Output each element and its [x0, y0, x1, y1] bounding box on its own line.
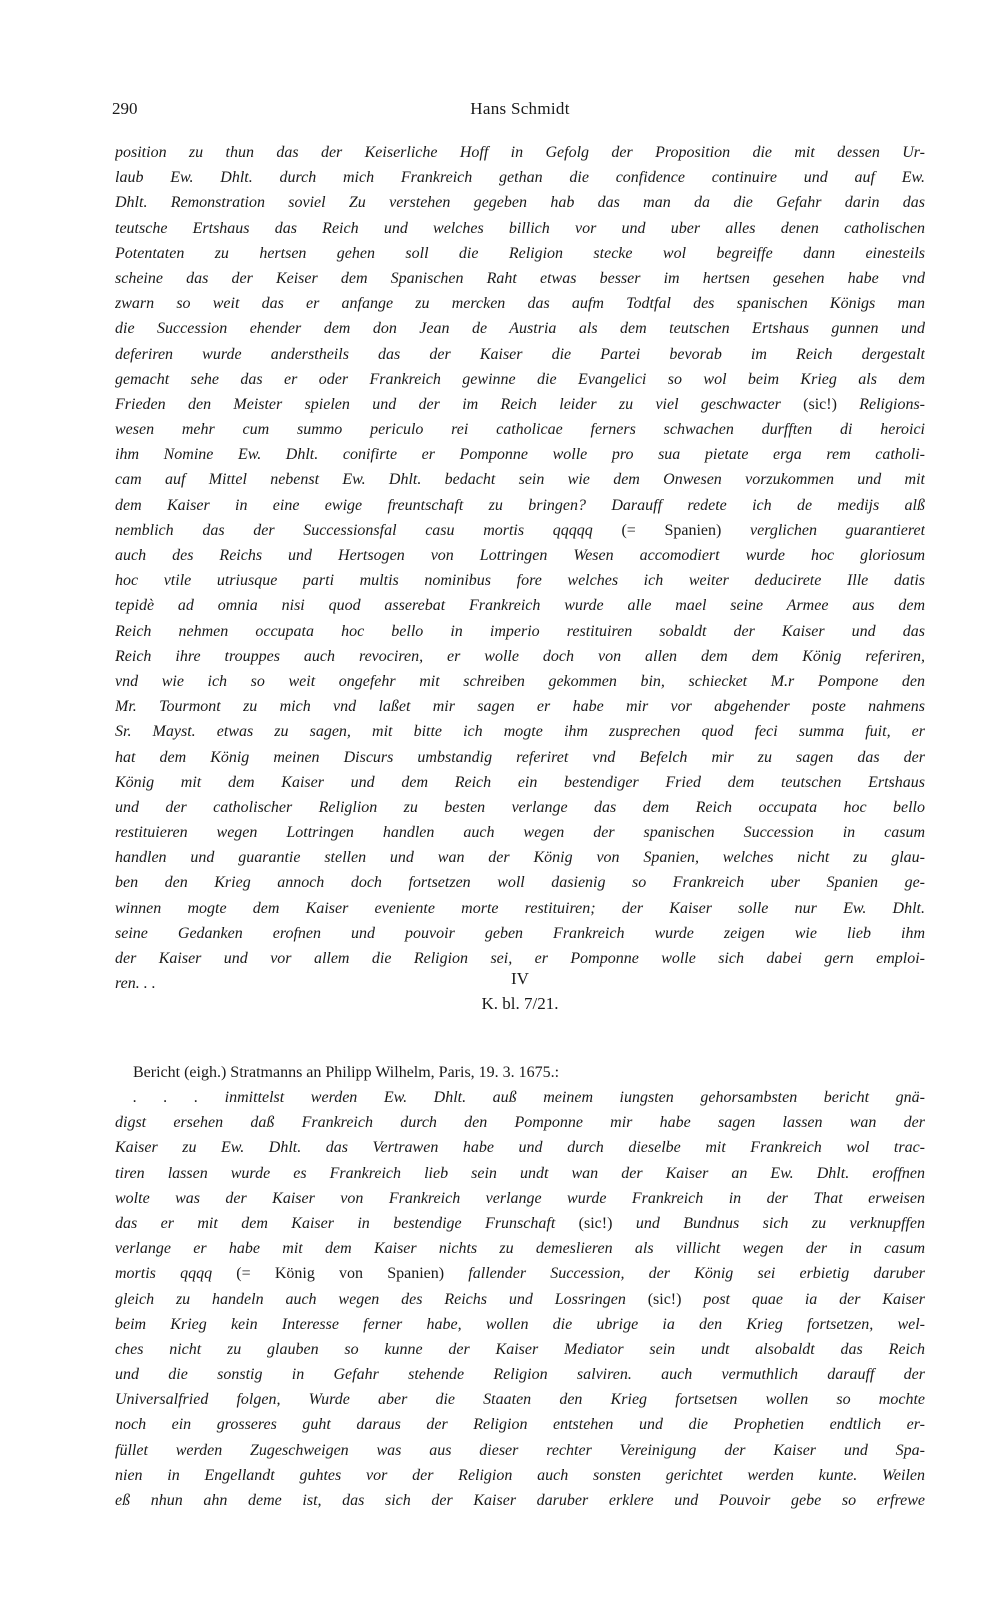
text-line	[115, 467, 925, 492]
text-line	[115, 1412, 925, 1437]
italic-run: ren. . .	[115, 975, 156, 993]
italic-run: cam auf Mittel nebenst Ew. Dhlt. bedacht sein wie dem Onwesen vorzukommen und mit	[115, 471, 925, 489]
italic-run: verlange er habe mit dem Kaiser nichts zu demeslieren als villicht wegen der in casum	[115, 1240, 925, 1258]
italic-run: gemacht sehe das er oder Frankreich gewinne die Evangelici so wol beim Krieg als dem	[115, 370, 925, 388]
text-line	[115, 845, 925, 870]
text-line	[115, 1211, 925, 1236]
text-line	[115, 870, 925, 895]
text-line	[115, 694, 925, 719]
italic-run: das er mit dem Kaiser in bestendige Frunschaft	[115, 1214, 579, 1232]
page-number: 290	[112, 99, 138, 118]
italic-run: und der catholischer Religlion zu besten verlange das dem Reich occupata hoc bello	[115, 798, 925, 816]
text-line	[115, 190, 925, 215]
italic-run: Religions-	[836, 395, 925, 413]
text-line	[115, 1287, 925, 1312]
text-line	[115, 795, 925, 820]
text-line	[115, 1488, 925, 1513]
text-line	[115, 568, 925, 593]
roman-run: (sic!)	[647, 1290, 682, 1308]
roman-run: (sic!)	[803, 395, 837, 413]
text-line	[115, 1261, 925, 1286]
italic-run: füllet werden Zugeschweigen was aus dieser rechter Vereinigung der Kaiser und Spa-	[115, 1441, 925, 1459]
text-line	[115, 669, 925, 694]
italic-run: der Kaiser und vor allem die Religion sei, er Pomponne wolle sich dabei gern emploi-	[115, 950, 925, 967]
letter-intro: Bericht (eigh.) Stratmanns an Philipp Wilhelm, Paris, 19. 3. 1675.:	[133, 1064, 560, 1081]
italic-run: Sr. Mayst. etwas zu sagen, mit bitte ich mogte ihm zusprechen quod feci summa fuit, er	[115, 723, 925, 741]
italic-run: und die sonstig in Gefahr stehende Religion salviren. auch vermuthlich darauff der	[115, 1366, 925, 1384]
italic-run: deferiren wurde anderstheils das der Kaiser die Partei bevorab im Reich dergestalt	[115, 345, 925, 363]
italic-run: hoc vtile utriusque parti multis nominibus fore welches ich weiter deducirete Ille datis	[115, 572, 925, 590]
text-line	[115, 518, 925, 543]
continued-text-block	[115, 140, 925, 996]
text-line	[115, 316, 925, 341]
letter-text-block	[115, 1085, 925, 1513]
text-line	[115, 1186, 925, 1211]
italic-run: Reich nehmen occupata hoc bello in imperio restituiren sobaldt der Kaiser und das	[115, 622, 925, 640]
text-line	[115, 291, 925, 316]
italic-run: hat dem König meinen Discurs umbstandig referiret vnd Befelch mir zu sagen das der	[115, 748, 925, 766]
italic-run: noch ein grosseres guht daraus der Religion entstehen und die Prophetien endtlich er-	[115, 1416, 925, 1434]
italic-run: wesen mehr cum summo periculo rei catholicae ferners schwachen durfften di heroici	[115, 421, 925, 439]
document-page	[112, 0, 925, 1607]
roman-run: (sic!)	[578, 1214, 613, 1232]
italic-run: ihm Nomine Ew. Dhlt. conifirte er Pomponne wolle pro sua pietate erga rem catholi-	[115, 446, 925, 464]
italic-run: ben den Krieg annoch doch fortsetzen woll dasienig so Frankreich uber Spanien ge-	[115, 874, 925, 892]
italic-run: Potentaten zu hertsen gehen soll die Religion stecke wol begreiffe dann einesteils	[115, 244, 925, 262]
text-line	[115, 593, 925, 618]
text-line	[115, 745, 925, 770]
text-line	[115, 417, 925, 442]
italic-run: nemblich das der Successionsfal casu mortis qqqqq	[115, 521, 622, 539]
text-line	[115, 1438, 925, 1463]
text-line	[115, 1362, 925, 1387]
italic-run: Kaiser zu Ew. Dhlt. das Vertrawen habe und durch dieselbe mit Frankreich wol trac-	[115, 1139, 925, 1157]
roman-run: (= Spanien)	[621, 521, 722, 539]
text-line	[115, 1135, 925, 1160]
text-line	[115, 367, 925, 392]
text-line	[115, 1337, 925, 1362]
text-line	[115, 140, 925, 165]
text-line	[115, 1312, 925, 1337]
italic-run: Mr. Tourmont zu mich vnd laßet mir sagen er habe mir vor abgehender poste nahmens	[115, 698, 925, 716]
text-line	[115, 392, 925, 417]
text-line	[115, 896, 925, 921]
italic-run: Reich ihre trouppes auch revociren, er wolle doch von allen dem dem König referiren,	[115, 647, 925, 665]
section-numeral: IV	[511, 969, 529, 988]
text-line	[115, 266, 925, 291]
italic-run: post quae ia der Kaiser	[681, 1290, 925, 1308]
text-line	[115, 1161, 925, 1186]
italic-run: Dhlt. Remonstration soviel Zu verstehen gegeben hab das man da die Gefahr darin das	[115, 194, 925, 212]
italic-run: auch des Reichs und Hertsogen von Lottringen Wesen accomodiert wurde hoc gloriosum	[115, 547, 925, 564]
italic-run: verglichen guarantieret	[721, 521, 925, 539]
text-line	[115, 543, 925, 568]
italic-run: zwarn so weit das er anfange zu mercken das aufm Todtfal des spanischen Königs man	[115, 295, 925, 313]
text-line	[115, 1463, 925, 1488]
italic-run: laub Ew. Dhlt. durch mich Frankreich gethan die confidence continuire und auf Ew.	[115, 169, 925, 187]
text-line	[115, 165, 925, 190]
italic-run: handlen und guarantie stellen und wan der König von Spanien, welches nicht zu glau-	[115, 849, 925, 867]
italic-run: scheine das der Keiser dem Spanischen Raht etwas besser im hertsen gesehen habe vnd	[115, 269, 925, 287]
italic-run: und Bundnus sich zu verknupffen	[612, 1214, 925, 1232]
italic-run: eß nhun ahn deme ist, das sich der Kaiser daruber erklere und Pouvoir gebe so erfrewe	[115, 1492, 925, 1509]
italic-run: wolte was der Kaiser von Frankreich verlange wurde Frankreich in der That erweisen	[115, 1189, 925, 1207]
text-line	[115, 1387, 925, 1412]
italic-run: mortis qqqq	[115, 1265, 237, 1283]
italic-run: vnd wie ich so weit ongefehr mit schreiben gekommen bin, schiecket M.r Pompone den	[115, 672, 925, 690]
italic-run: Frieden den Meister spielen und der im Reich leider zu viel geschwacter	[115, 395, 804, 413]
text-line	[115, 1085, 925, 1110]
roman-run: (= König von Spanien)	[236, 1265, 445, 1283]
italic-run: digst ersehen daß Frankreich durch den Pomponne mir habe sagen lassen wan der	[115, 1114, 925, 1132]
text-line	[115, 216, 925, 241]
italic-run: tepidè ad omnia nisi quod asserebat Frankreich wurde alle mael seine Armee aus dem	[115, 597, 925, 615]
italic-run: König mit dem Kaiser und dem Reich ein bestendiger Fried dem teutschen Ertshaus	[115, 773, 925, 791]
running-title: Hans Schmidt	[470, 99, 570, 118]
italic-run: tiren lassen wurde es Frankreich lieb sein undt wan der Kaiser an Ew. Dhlt. eroffnen	[115, 1164, 925, 1182]
text-line	[115, 493, 925, 518]
running-head	[112, 96, 925, 122]
italic-run: seine Gedanken erofnen und pouvoir geben Frankreich wurde zeigen wie lieb ihm	[115, 924, 925, 942]
text-line	[115, 719, 925, 744]
italic-run: fallender Succession, der König sei erbietig daruber	[444, 1265, 925, 1283]
italic-run: position zu thun das der Keiserliche Hoff in Gefolg der Proposition die mit dessen Ur-	[115, 144, 925, 161]
italic-run: dem Kaiser in eine ewige freuntschaft zu bringen? Darauff redete ich de medijs alß	[115, 496, 925, 514]
italic-run: winnen mogte dem Kaiser eveniente morte restituiren; der Kaiser solle nur Ew. Dhlt.	[115, 899, 925, 917]
italic-run: teutsche Ertshaus das Reich und welches billich vor und uber alles denen catholischen	[115, 219, 925, 237]
text-line	[115, 442, 925, 467]
text-line	[115, 921, 925, 946]
italic-run: . . . inmittelst werden Ew. Dhlt. auß meinem iungsten gehorsambsten bericht gnä-	[133, 1089, 925, 1106]
italic-run: nien in Engellandt guhtes vor der Religion auch sonsten gerichtet werden kunte. Weilen	[115, 1466, 925, 1484]
text-line	[115, 1110, 925, 1135]
italic-run: Universalfried folgen, Wurde aber die Staaten den Krieg fortsetsen wollen so mochte	[115, 1391, 925, 1409]
text-line	[115, 241, 925, 266]
italic-run: gleich zu handeln auch wegen des Reichs und Lossringen	[115, 1290, 648, 1308]
italic-run: beim Krieg kein Interesse ferner habe, wollen die ubrige ia den Krieg fortsetzen, wel-	[115, 1315, 925, 1333]
italic-run: die Succession ehender dem don Jean de Austria als dem teutschen Ertshaus gunnen und	[115, 320, 925, 338]
text-line	[115, 770, 925, 795]
text-line	[115, 1236, 925, 1261]
text-line	[115, 644, 925, 669]
text-line	[115, 820, 925, 845]
text-line	[115, 619, 925, 644]
text-line	[115, 342, 925, 367]
italic-run: restituieren wegen Lottringen handlen auch wegen der spanischen Succession in casum	[115, 824, 925, 842]
section-reference: K. bl. 7/21.	[481, 994, 559, 1013]
italic-run: ches nicht zu glauben so kunne der Kaiser Mediator sein undt alsobaldt das Reich	[115, 1340, 925, 1358]
